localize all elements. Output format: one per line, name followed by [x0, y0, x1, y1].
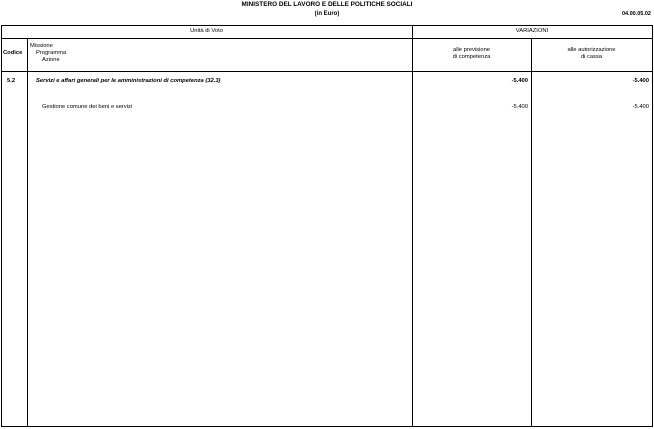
- row-cassa-value: -5.400: [632, 78, 649, 84]
- table-left-border: [1, 25, 2, 427]
- cassa-header-line1: alle autorizzazione: [567, 47, 616, 53]
- competenza-header: [412, 47, 531, 61]
- description-column-divider: [412, 25, 413, 427]
- row-cassa-value: -5.400: [632, 104, 649, 110]
- unita-di-voto-header: Unità di Voto: [190, 28, 223, 34]
- azione-header: Azione: [42, 57, 60, 63]
- row-description: Gestione comune dei beni e servizi: [42, 104, 133, 110]
- table-right-border: [652, 25, 653, 427]
- cassa-header: [531, 47, 652, 61]
- row-competenza-value: -5.400: [511, 104, 528, 110]
- document-code: 04.00.05.02: [621, 11, 651, 17]
- programma-header: Programma: [36, 50, 67, 56]
- table-top-border: [1, 25, 653, 26]
- competenza-header-line2: di competenza: [452, 54, 491, 60]
- row-competenza-value: -5.400: [511, 78, 528, 84]
- codice-header: Codice: [3, 50, 23, 56]
- code-column-divider: [27, 38, 28, 427]
- competenza-header-line1: alle previsione: [452, 47, 491, 53]
- variation-column-divider: [531, 38, 532, 427]
- variazioni-header: VARIAZIONI: [515, 28, 549, 34]
- missione-header: Missione: [30, 43, 53, 49]
- table-bottom-border: [1, 426, 653, 427]
- currency-subtitle: (in Euro): [314, 11, 340, 17]
- header-bottom-border: [1, 71, 653, 72]
- row-description: Servizi e affari generali per le amministrazioni di competenza (32.3): [36, 78, 221, 84]
- ministry-title: MINISTERO DEL LAVORO E DELLE POLITICHE SOCIALI: [241, 1, 413, 8]
- row-code: 5.2: [7, 78, 16, 84]
- header-divider: [1, 38, 653, 39]
- cassa-header-line2: di cassa: [580, 54, 603, 60]
